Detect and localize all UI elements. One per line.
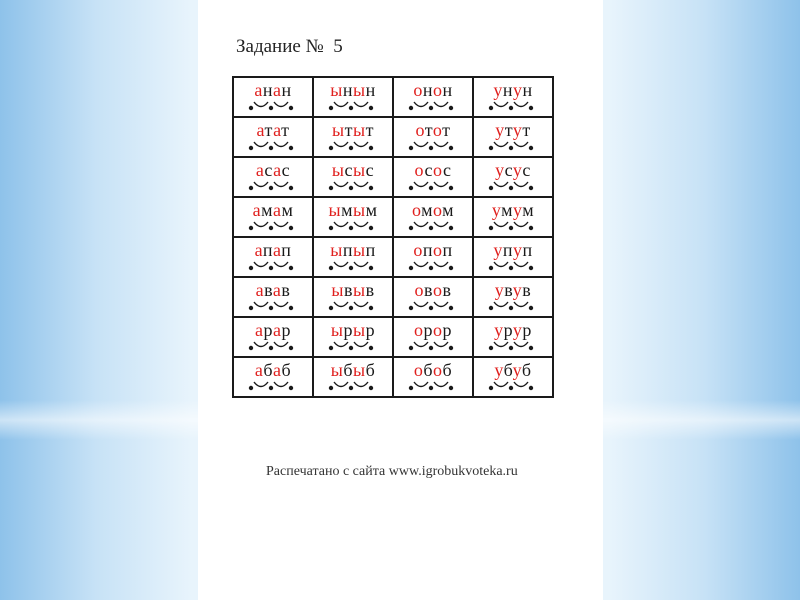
arc-mark	[274, 302, 288, 307]
table-row	[233, 157, 553, 197]
syllable-marks	[408, 378, 458, 392]
table-row	[233, 317, 553, 357]
syllable-word: атат	[256, 120, 290, 140]
syllable-word: ысыс	[331, 160, 375, 180]
syllable-marks	[328, 338, 378, 352]
arc-mark	[414, 342, 428, 347]
dot-mark	[369, 346, 373, 350]
arc-mark	[354, 302, 368, 307]
arc-mark	[414, 262, 428, 267]
dot-mark	[369, 306, 373, 310]
syllable-word: увув	[494, 280, 532, 300]
arc-mark	[414, 222, 428, 227]
dot-mark	[369, 386, 373, 390]
arc-mark	[414, 382, 428, 387]
syllable-marks	[408, 178, 458, 192]
arc-mark	[494, 262, 508, 267]
arc-mark	[254, 342, 268, 347]
dot-mark	[509, 226, 513, 230]
arc-mark	[514, 102, 528, 107]
arc-mark	[494, 182, 508, 187]
dot-mark	[289, 226, 293, 230]
dot-mark	[329, 146, 333, 150]
syllable-word: абаб	[254, 360, 292, 380]
syllable-marks	[488, 178, 538, 192]
syllable-cell	[313, 117, 393, 157]
syllable-marks	[488, 258, 538, 272]
syllable-table	[232, 76, 554, 398]
arc-mark	[354, 222, 368, 227]
syllable-cell	[473, 317, 553, 357]
syllable-marks	[328, 378, 378, 392]
syllable-marks	[408, 298, 458, 312]
syllable-marks	[248, 138, 298, 152]
dot-mark	[249, 306, 253, 310]
syllable-cell	[393, 157, 473, 197]
arc-mark	[514, 222, 528, 227]
arc-mark	[514, 342, 528, 347]
arc-mark	[354, 382, 368, 387]
arc-mark	[514, 262, 528, 267]
arc-mark	[254, 222, 268, 227]
syllable-word: овов	[414, 280, 452, 300]
syllable-marks	[248, 258, 298, 272]
dot-mark	[329, 386, 333, 390]
dot-mark	[289, 266, 293, 270]
syllable-cell	[233, 357, 313, 397]
syllable-cell	[233, 277, 313, 317]
table-row	[233, 237, 553, 277]
dot-mark	[529, 306, 533, 310]
arc-mark	[254, 262, 268, 267]
task-title: Задание № 5	[236, 36, 343, 57]
dot-mark	[529, 106, 533, 110]
arc-mark	[434, 382, 448, 387]
syllable-cell	[393, 357, 473, 397]
syllable-marks	[248, 178, 298, 192]
dot-mark	[289, 186, 293, 190]
dot-mark	[249, 186, 253, 190]
dot-mark	[489, 266, 493, 270]
dot-mark	[489, 106, 493, 110]
dot-mark	[449, 226, 453, 230]
dot-mark	[349, 346, 353, 350]
syllable-marks	[248, 298, 298, 312]
syllable-marks	[488, 378, 538, 392]
table-row	[233, 197, 553, 237]
dot-mark	[509, 146, 513, 150]
syllable-word: ырыр	[330, 320, 376, 340]
syllable-cell	[233, 197, 313, 237]
syllable-marks	[328, 98, 378, 112]
dot-mark	[329, 106, 333, 110]
syllable-cell	[393, 197, 473, 237]
dot-mark	[449, 106, 453, 110]
arc-mark	[494, 342, 508, 347]
syllable-cell	[393, 277, 473, 317]
syllable-cell	[233, 77, 313, 117]
dot-mark	[249, 146, 253, 150]
syllable-word: арар	[255, 320, 291, 340]
syllable-marks	[488, 98, 538, 112]
arc-mark	[274, 102, 288, 107]
dot-mark	[489, 226, 493, 230]
dot-mark	[409, 226, 413, 230]
dot-mark	[369, 266, 373, 270]
syllable-marks	[328, 298, 378, 312]
source-footer: Распечатано с сайта www.igrobukvoteka.ru	[266, 464, 518, 479]
dot-mark	[369, 106, 373, 110]
dot-mark	[529, 266, 533, 270]
dot-mark	[429, 226, 433, 230]
dot-mark	[429, 386, 433, 390]
arc-mark	[494, 302, 508, 307]
syllable-word: ыпып	[330, 240, 376, 260]
arc-mark	[254, 142, 268, 147]
dot-mark	[269, 106, 273, 110]
dot-mark	[349, 226, 353, 230]
dot-mark	[289, 386, 293, 390]
dot-mark	[249, 386, 253, 390]
arc-mark	[354, 342, 368, 347]
table-row	[233, 77, 553, 117]
syllable-cell	[313, 357, 393, 397]
arc-mark	[274, 382, 288, 387]
syllable-marks	[408, 138, 458, 152]
dot-mark	[249, 346, 253, 350]
syllable-word: умум	[491, 200, 535, 220]
syllable-marks	[408, 98, 458, 112]
syllable-word: усус	[495, 160, 531, 180]
arc-mark	[274, 182, 288, 187]
dot-mark	[349, 186, 353, 190]
syllable-marks	[248, 338, 298, 352]
dot-mark	[249, 266, 253, 270]
dot-mark	[449, 386, 453, 390]
arc-mark	[514, 142, 528, 147]
arc-mark	[434, 182, 448, 187]
dot-mark	[509, 106, 513, 110]
syllable-word: унун	[493, 80, 533, 100]
syllable-marks	[488, 138, 538, 152]
arc-mark	[274, 262, 288, 267]
dot-mark	[429, 186, 433, 190]
syllable-marks	[328, 178, 378, 192]
dot-mark	[269, 186, 273, 190]
dot-mark	[249, 226, 253, 230]
dot-mark	[449, 306, 453, 310]
dot-mark	[529, 186, 533, 190]
syllable-cell	[313, 277, 393, 317]
dot-mark	[349, 306, 353, 310]
worksheet-page	[198, 0, 603, 600]
syllable-cell	[393, 317, 473, 357]
syllable-marks	[408, 258, 458, 272]
dot-mark	[529, 226, 533, 230]
table-row	[233, 357, 553, 397]
syllable-word: анан	[254, 80, 292, 100]
dot-mark	[489, 306, 493, 310]
dot-mark	[349, 146, 353, 150]
arc-mark	[334, 142, 348, 147]
dot-mark	[249, 106, 253, 110]
dot-mark	[329, 186, 333, 190]
dot-mark	[509, 186, 513, 190]
arc-mark	[494, 222, 508, 227]
arc-mark	[254, 302, 268, 307]
syllable-word: ынын	[330, 80, 376, 100]
syllable-word: асас	[255, 160, 291, 180]
arc-mark	[434, 342, 448, 347]
dot-mark	[329, 226, 333, 230]
arc-mark	[334, 222, 348, 227]
dot-mark	[509, 346, 513, 350]
dot-mark	[349, 266, 353, 270]
syllable-word: апап	[254, 240, 292, 260]
arc-mark	[334, 182, 348, 187]
syllable-marks	[408, 338, 458, 352]
syllable-cell	[473, 77, 553, 117]
syllable-word: ымым	[328, 200, 378, 220]
dot-mark	[509, 386, 513, 390]
arc-mark	[274, 222, 288, 227]
dot-mark	[289, 306, 293, 310]
dot-mark	[289, 106, 293, 110]
syllable-word: ыбыб	[330, 360, 376, 380]
dot-mark	[449, 186, 453, 190]
arc-mark	[494, 142, 508, 147]
dot-mark	[489, 146, 493, 150]
syllable-word: утут	[495, 120, 531, 140]
arc-mark	[334, 342, 348, 347]
syllable-cell	[473, 157, 553, 197]
syllable-cell	[233, 317, 313, 357]
syllable-cell	[393, 77, 473, 117]
syllable-marks	[248, 218, 298, 232]
arc-mark	[334, 382, 348, 387]
syllable-cell	[473, 357, 553, 397]
arc-mark	[254, 182, 268, 187]
arc-mark	[514, 382, 528, 387]
arc-mark	[414, 182, 428, 187]
table-row	[233, 277, 553, 317]
arc-mark	[274, 142, 288, 147]
dot-mark	[429, 266, 433, 270]
syllable-word: отот	[415, 120, 451, 140]
syllable-marks	[328, 218, 378, 232]
dot-mark	[369, 226, 373, 230]
dot-mark	[269, 226, 273, 230]
syllable-marks	[248, 378, 298, 392]
dot-mark	[369, 186, 373, 190]
syllable-word: амам	[252, 200, 294, 220]
syllable-marks	[328, 138, 378, 152]
syllable-word: авав	[255, 280, 291, 300]
arc-mark	[254, 382, 268, 387]
dot-mark	[329, 346, 333, 350]
dot-mark	[329, 266, 333, 270]
arc-mark	[414, 302, 428, 307]
dot-mark	[289, 146, 293, 150]
dot-mark	[269, 146, 273, 150]
dot-mark	[489, 386, 493, 390]
arc-mark	[514, 302, 528, 307]
syllable-cell	[313, 77, 393, 117]
dot-mark	[529, 146, 533, 150]
dot-mark	[409, 386, 413, 390]
syllable-cell	[313, 237, 393, 277]
syllable-cell	[473, 237, 553, 277]
syllable-cell	[393, 117, 473, 157]
syllable-word: ытыт	[332, 120, 374, 140]
arc-mark	[514, 182, 528, 187]
syllable-marks	[248, 98, 298, 112]
syllable-cell	[473, 197, 553, 237]
arc-mark	[354, 142, 368, 147]
arc-mark	[434, 142, 448, 147]
arc-mark	[354, 102, 368, 107]
syllable-cell	[473, 117, 553, 157]
dot-mark	[489, 346, 493, 350]
arc-mark	[354, 182, 368, 187]
syllable-cell	[233, 237, 313, 277]
syllable-cell	[233, 157, 313, 197]
syllable-cell	[473, 277, 553, 317]
dot-mark	[349, 386, 353, 390]
syllable-word: убуб	[494, 360, 532, 380]
syllable-word: онон	[413, 80, 453, 100]
arc-mark	[334, 302, 348, 307]
dot-mark	[449, 346, 453, 350]
dot-mark	[529, 386, 533, 390]
syllable-word: упуп	[493, 240, 533, 260]
dot-mark	[509, 266, 513, 270]
arc-mark	[254, 102, 268, 107]
table-row	[233, 117, 553, 157]
syllable-word: обоб	[413, 360, 453, 380]
syllable-cell	[313, 197, 393, 237]
syllable-word: омом	[411, 200, 455, 220]
dot-mark	[329, 306, 333, 310]
dot-mark	[349, 106, 353, 110]
dot-mark	[429, 146, 433, 150]
syllable-marks	[328, 258, 378, 272]
dot-mark	[449, 266, 453, 270]
syllable-marks	[488, 338, 538, 352]
dot-mark	[429, 346, 433, 350]
dot-mark	[449, 146, 453, 150]
syllable-marks	[408, 218, 458, 232]
arc-mark	[414, 102, 428, 107]
syllable-word: урур	[494, 320, 532, 340]
arc-mark	[434, 222, 448, 227]
dot-mark	[269, 386, 273, 390]
dot-mark	[429, 306, 433, 310]
syllable-cell	[313, 157, 393, 197]
dot-mark	[489, 186, 493, 190]
dot-mark	[409, 346, 413, 350]
arc-mark	[414, 142, 428, 147]
dot-mark	[289, 346, 293, 350]
dot-mark	[409, 306, 413, 310]
dot-mark	[369, 146, 373, 150]
dot-mark	[409, 106, 413, 110]
syllable-cell	[393, 237, 473, 277]
syllable-marks	[488, 218, 538, 232]
syllable-word: орор	[414, 320, 452, 340]
arc-mark	[274, 342, 288, 347]
syllable-word: осос	[414, 160, 452, 180]
syllable-word: опоп	[413, 240, 453, 260]
arc-mark	[354, 262, 368, 267]
syllable-cell	[233, 117, 313, 157]
dot-mark	[409, 186, 413, 190]
arc-mark	[494, 102, 508, 107]
arc-mark	[334, 102, 348, 107]
arc-mark	[434, 262, 448, 267]
dot-mark	[409, 266, 413, 270]
syllable-word: ывыв	[331, 280, 375, 300]
arc-mark	[434, 102, 448, 107]
arc-mark	[494, 382, 508, 387]
dot-mark	[529, 346, 533, 350]
dot-mark	[269, 266, 273, 270]
syllable-marks	[488, 298, 538, 312]
dot-mark	[269, 306, 273, 310]
dot-mark	[509, 306, 513, 310]
dot-mark	[269, 346, 273, 350]
dot-mark	[429, 106, 433, 110]
dot-mark	[409, 146, 413, 150]
arc-mark	[434, 302, 448, 307]
arc-mark	[334, 262, 348, 267]
syllable-cell	[313, 317, 393, 357]
